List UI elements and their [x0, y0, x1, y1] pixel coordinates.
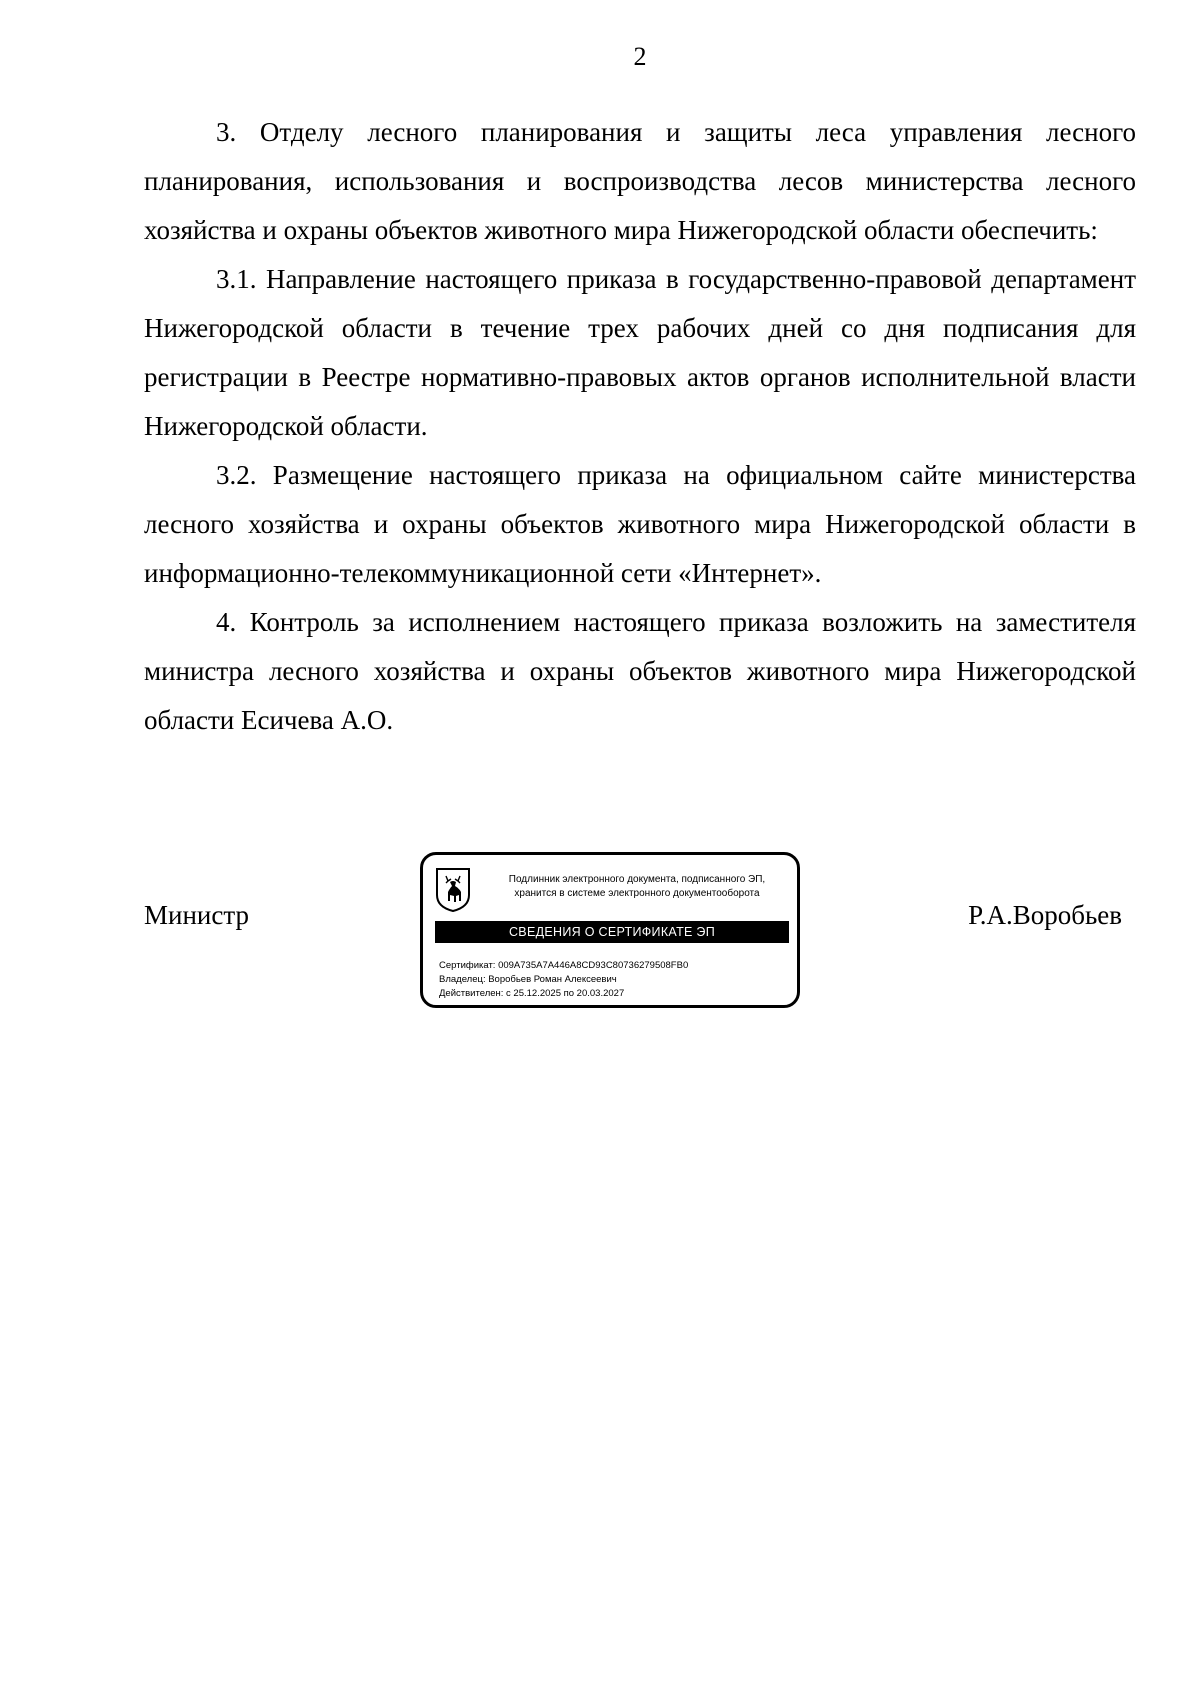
stamp-note	[479, 873, 795, 901]
stamp-note-line-1: Подлинник электронного документа, подписанного ЭП,	[508, 874, 766, 885]
stamp-header: СВЕДЕНИЯ О СЕРТИФИКАТЕ ЭП	[435, 921, 789, 943]
stamp-validity: Действителен: с 25.12.2025 по 20.03.2027	[439, 988, 625, 999]
signatory-name: Р.А.Воробьев	[968, 900, 1122, 930]
stamp-certificate: Сертификат: 009A735A7A446A8CD93C80736279508FB0	[439, 960, 689, 971]
document-body	[144, 108, 1136, 745]
signatory-title: Министр	[144, 900, 249, 930]
stamp-note-line-2: хранится в системе электронного документооборота	[514, 888, 760, 899]
page-number: 2	[633, 42, 647, 71]
paragraph-3-2: 3.2. Размещение настоящего приказа на официальном сайте министерства лесного хозяйства и охраны объектов животного мира Нижегородской области в информационно-телекоммуникационной сети «Интернет».	[144, 460, 1136, 588]
nizhny-novgorod-deer-emblem-icon	[435, 867, 471, 913]
paragraph-3-1: 3.1. Направление настоящего приказа в государственно-правовой департамент Нижегородской области в течение трех рабочих дней со дня подписания для регистрации в Реестре нормативно-правовых актов органов исполнительной власти Нижегородской области.	[144, 264, 1136, 441]
paragraph-3: 3. Отделу лесного планирования и защиты леса управления лесного планирования, использования и воспроизводства лесов министерства лесного хозяйства и охраны объектов животного мира Нижегородской области обеспечить:	[144, 117, 1136, 245]
stamp-details	[439, 959, 688, 1001]
paragraph-4: 4. Контроль за исполнением настоящего приказа возложить на заместителя министра лесного хозяйства и охраны объектов животного мира Нижегородской области Есичева А.О.	[144, 607, 1136, 735]
electronic-signature-stamp	[420, 852, 800, 1008]
stamp-owner: Владелец: Воробьев Роман Алексеевич	[439, 974, 617, 985]
